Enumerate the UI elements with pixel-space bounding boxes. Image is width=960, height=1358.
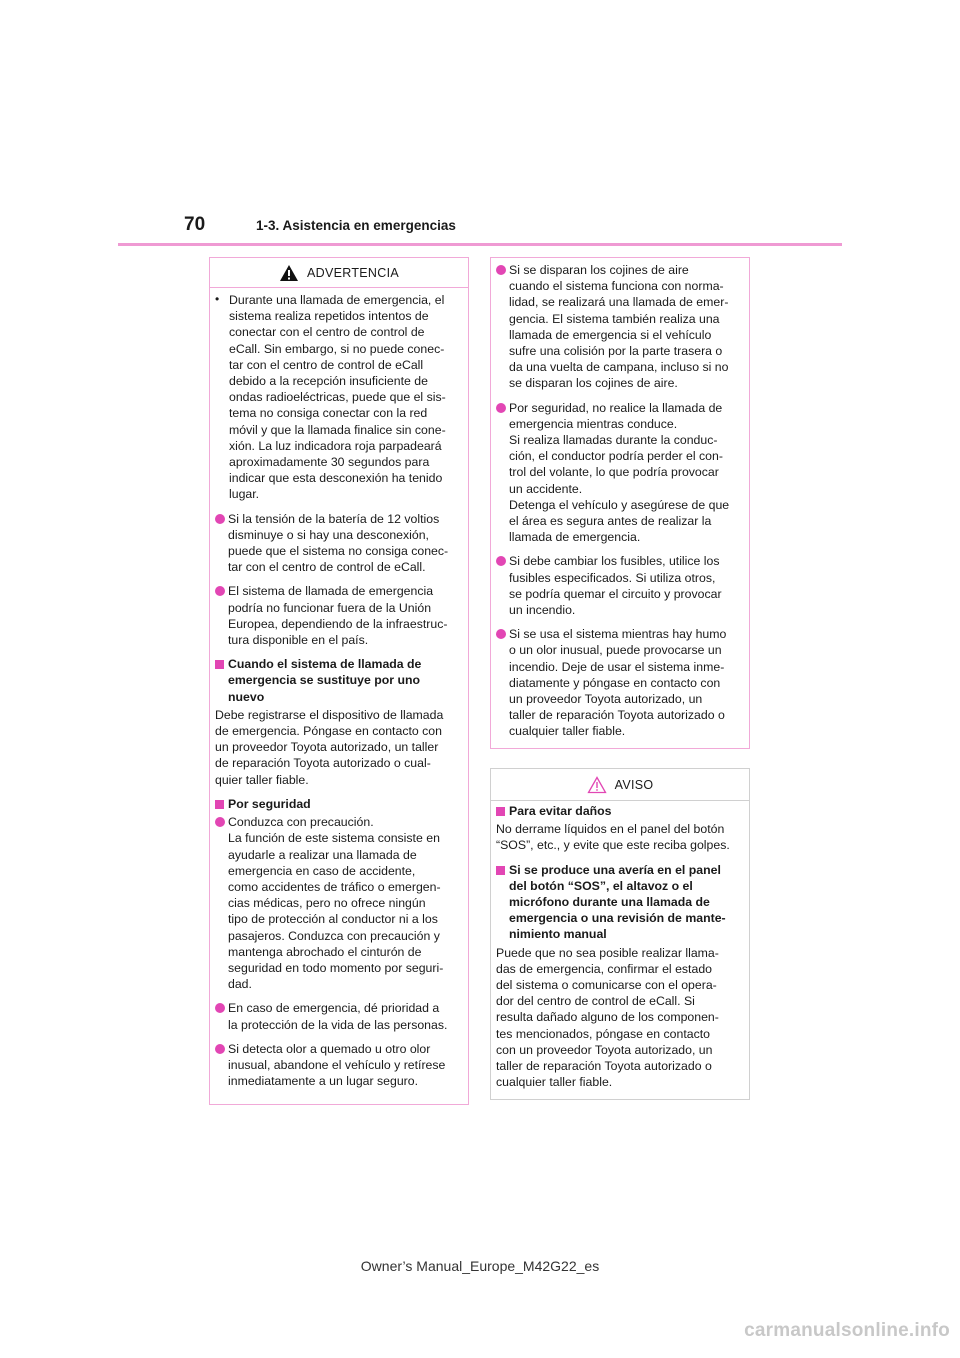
warning-box-title: ADVERTENCIA	[307, 265, 399, 280]
list-item-text: Si se usa el sistema mientras hay humo o un olor inusual, puede provocarse un incendio. Deje de usar el sistema inme- diatamente y póngase en contacto con un proveedor Toyota autorizado, un taller de reparación Toyota autorizado o cualquier taller fiable.	[509, 627, 727, 739]
list-item-text: Si se disparan los cojines de aire cuando el sistema funciona con norma- lidad, se realizará una llamada de emer- gencia. El sistema también realiza una llamada de emergencia si el vehículo sufre una colisión por la parte trasera o da una vuelta de campana, incluso si no se disparan los cojines de aire.	[509, 263, 729, 391]
square-bullet-icon	[496, 807, 505, 816]
list-item-text: Si la tensión de la batería de 12 voltios disminuye o si hay una desconexión, puede que el sistema no consiga conec- tar con el centro de control de eCall.	[228, 511, 449, 575]
subheading	[496, 862, 744, 943]
circle-bullet-icon	[215, 1044, 225, 1054]
list-item	[215, 583, 463, 648]
circle-bullet-icon	[496, 556, 506, 566]
list-item-text: Por seguridad, no realice la llamada de emergencia mientras conduce. Si realiza llamadas durante la conduc- ción, el conductor podría perder el con- trol del volante, lo que podría provocar un accidente. Detenga el vehículo y asegúrese de que el área es segura antes de realizar la llamada de emergencia.	[509, 400, 730, 545]
list-item	[215, 511, 463, 576]
header-rule	[118, 243, 842, 246]
left-column	[215, 292, 463, 1097]
watermark: carmanualsonline.info	[744, 1320, 950, 1341]
list-item-text: Si detecta olor a quemado u otro olor inusual, abandone el vehículo y retírese inmediatamente a un lugar seguro.	[228, 1041, 446, 1089]
circle-bullet-icon	[215, 1003, 225, 1013]
footer: Owner’s Manual_Europe_M42G22_es	[360, 1258, 600, 1274]
notice-box-title: AVISO	[614, 777, 654, 792]
circle-bullet-icon	[215, 586, 225, 596]
list-item-text: Durante una llamada de emergencia, el sistema realiza repetidos intentos de conectar con el centro de control de eCall. Sin embargo, si no puede conec- tar con el centro de control de eCall debido a la recepción insuficiente de ondas radioeléctricas, puede que el sis- tema no consiga conectar con la red móvil y que la llamada finalice sin cone- xión. La luz indicadora roja parpadeará aproximadamente 30 segundos para indicar que esta desconexión ha tenido lugar.	[229, 293, 446, 502]
list-item	[496, 400, 744, 546]
paragraph: No derrame líquidos en el panel del botón “SOS”, etc., y evite que este reciba golpes.	[496, 822, 730, 853]
square-bullet-icon	[496, 866, 505, 875]
subheading-text: Si se produce una avería en el panel del botón “SOS”, el altavoz o el micrófono durante una llamada de emergencia o una revisión de mante- nimiento manual	[509, 862, 726, 942]
list-item	[215, 1000, 463, 1032]
circle-bullet-icon	[496, 629, 506, 639]
subheading	[215, 656, 463, 705]
list-item	[215, 814, 463, 992]
list-item-text: Conduzca con precaución. La función de este sistema consiste en ayudarle a realizar una llamada de emergencia en caso de accidente, como accidentes de tráfico o emergen- cias médicas, pero no ofrece ningún tipo de protección al conductor ni a los pasajeros. Conduzca con precaución y mantenga abrochado el cinturón de seguridad en todo momento por seguri- dad.	[228, 815, 444, 992]
list-item	[496, 626, 744, 739]
paragraph: Puede que no sea posible realizar llama- das de emergencia, confirmar el estado del sistema o comunicarse con el opera- dor del centro de control de eCall. Si resulta dañado alguno de los componen- tes mencionados, póngase en contacto con un proveedor Toyota autorizado, un taller de reparación Toyota autorizado o cualquier taller fiable.	[496, 945, 719, 1090]
subheading-text: Para evitar daños	[509, 804, 612, 818]
circle-bullet-icon	[215, 514, 225, 524]
subheading-text: Cuando el sistema de llamada de emergencia se sustituye por uno nuevo	[228, 657, 422, 704]
warning-box-header	[210, 258, 468, 288]
section-title: 1-3. Asistencia en emergencias	[256, 218, 456, 233]
square-bullet-icon	[215, 660, 224, 669]
subheading	[215, 796, 463, 812]
square-bullet-icon	[215, 800, 224, 809]
list-item-text: En caso de emergencia, dé prioridad a la protección de la vida de las personas.	[228, 1001, 448, 1032]
paragraph: Debe registrarse el dispositivo de llamada de emergencia. Póngase en contacto con un proveedor Toyota autorizado, un taller de reparación Toyota autorizado o cual- quier taller fiable.	[215, 707, 444, 787]
list-item-text: El sistema de llamada de emergencia podría no funcionar fuera de la Unión Europea, dependiendo de la infraestruc- tura disponible en el país.	[228, 584, 448, 648]
circle-bullet-icon	[215, 817, 225, 827]
caution-triangle-icon	[587, 776, 607, 794]
list-item	[215, 292, 463, 503]
right-column-top	[496, 262, 744, 748]
list-item	[496, 553, 744, 618]
warning-triangle-icon	[279, 264, 299, 282]
notice-content	[496, 803, 744, 1098]
bullet-mark: •	[215, 292, 220, 306]
subheading	[496, 803, 744, 819]
list-item-text: Si debe cambiar los fusibles, utilice los fusibles especificados. Si utiliza otros, se podría quemar el circuito y provocar un incendio.	[509, 554, 722, 618]
circle-bullet-icon	[496, 265, 506, 275]
circle-bullet-icon	[496, 403, 506, 413]
list-item	[215, 1041, 463, 1090]
subheading-text: Por seguridad	[228, 796, 311, 811]
page-number: 70	[184, 214, 206, 235]
list-item	[496, 262, 744, 392]
notice-box-header	[491, 769, 749, 801]
